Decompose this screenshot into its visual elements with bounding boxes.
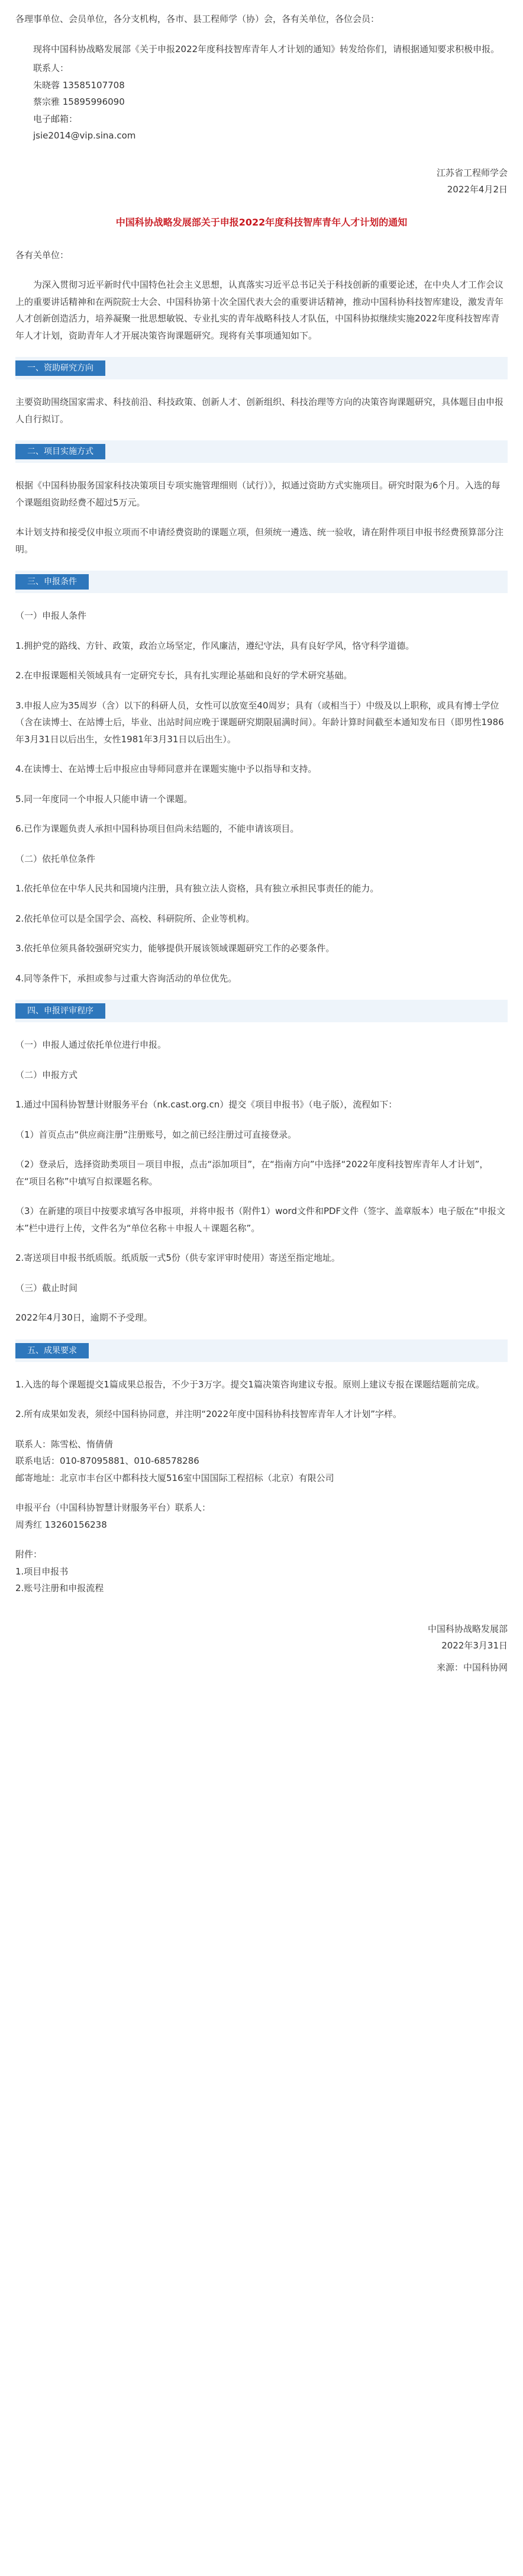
procedure-item: （3）在新建的项目中按要求填写各申报项，并将申报书（附件1）word文件和PDF文件（签字、盖章版本）电子版在“申报文本”栏中进行上传，文件名为“单位名称＋申报人＋课题名称”。 bbox=[15, 1206, 505, 1234]
section-title: 二、项目实施方式 bbox=[15, 444, 105, 459]
section-title: 五、成果要求 bbox=[15, 1343, 89, 1358]
section-title: 三、申报条件 bbox=[15, 574, 89, 590]
attachments-block bbox=[15, 1546, 508, 1597]
subsection-title: （二）申报方式 bbox=[15, 1069, 78, 1080]
deadline-text: 2022年4月30日，逾期不予受理。 bbox=[15, 1312, 153, 1324]
condition-item: 4.在读博士、在站博士后申报应由导师同意并在课题实施中予以指导和支持。 bbox=[15, 764, 317, 775]
contact-person: 朱晓蓉 13585107708 bbox=[33, 79, 125, 91]
sender-block bbox=[15, 165, 508, 198]
salutation: 各有关单位： bbox=[15, 249, 69, 260]
contact-block-2 bbox=[15, 1436, 508, 1534]
section-header-2 bbox=[15, 440, 508, 463]
section-header-1 bbox=[15, 357, 508, 379]
email-address: jsie2014@vip.sina.com bbox=[33, 130, 136, 141]
procedure-item: （1）首页点击“供应商注册”注册账号，如之前已经注册过可直接登录。 bbox=[15, 1129, 297, 1140]
contact-block bbox=[15, 60, 508, 144]
section-text: 本计划支持和接受仪申报立项而不申请经费资助的课题立项，但须统一遴选、统一验收，请在附件项目申报书经费预算部分注明。 bbox=[15, 527, 504, 555]
attachment-item[interactable]: 1.项目申报书 bbox=[15, 1566, 69, 1577]
condition-item: 6.已作为课题负责人承担中国科协项目但尚未结题的，不能申请该项目。 bbox=[15, 823, 299, 835]
result-item: 2.所有成果如发表，须经中国科协同意，并注明“2022年度中国科协科技智库青年人才计划”字样。 bbox=[15, 1409, 402, 1420]
attachments-label: 附件： bbox=[15, 1549, 43, 1560]
email-label: 电子邮箱： bbox=[33, 113, 78, 124]
section-header-3 bbox=[15, 571, 508, 593]
contact-address: 邮寄地址：北京市丰台区中都科技大厦516室中国国际工程招标（北京）有限公司 bbox=[15, 1472, 334, 1483]
sender-block-2 bbox=[15, 1621, 508, 1654]
contact-label: 联系人： bbox=[33, 63, 69, 73]
sender-org: 江苏省工程师学会 bbox=[436, 167, 508, 178]
source-text: 来源：中国科协网 bbox=[436, 1661, 508, 1673]
condition-item: 2.依托单位可以是全国学会、高校、科研院所、企业等机构。 bbox=[15, 913, 255, 924]
intro-text-2: 现将中国科协战略发展部《关于申报2022年度科技智库青年人才计划的通知》转发给你们，请根据通知要求积极申报。 bbox=[33, 43, 500, 54]
subsection-title: （二）依托单位条件 bbox=[15, 853, 96, 864]
procedure-item: 1.通过中国科协智慧计财服务平台（nk.cast.org.cn）提交《项目申报书》（电子版），流程如下： bbox=[15, 1099, 398, 1110]
section-header-5 bbox=[15, 1339, 508, 1362]
sender-org: 中国科协战略发展部 bbox=[427, 1623, 508, 1634]
result-item: 1.入选的每个课题提交1篇成果总报告，不少于3万字。提交1篇决策咨询建议专报。原则上建议专报在课题结题前完成。 bbox=[15, 1379, 485, 1390]
attachment-item[interactable]: 2.账号注册和申报流程 bbox=[15, 1583, 104, 1594]
subsection-title: （一）申报人通过依托单位进行申报。 bbox=[15, 1039, 167, 1051]
platform-contact: 周秀红 13260156238 bbox=[15, 1519, 107, 1530]
procedure-item: 2.寄送项目申报书纸质版。纸质版一式5份（供专家评审时使用）寄送至指定地址。 bbox=[15, 1252, 340, 1264]
contact-person: 蔡宗雅 15895996090 bbox=[33, 96, 125, 107]
condition-item: 1.依托单位在中华人民共和国境内注册，具有独立法人资格，具有独立承担民事责任的能力。 bbox=[15, 883, 379, 894]
subsection-title: （三）截止时间 bbox=[15, 1282, 78, 1293]
condition-item: 4.同等条件下，承担或参与过重大咨询活动的单位优先。 bbox=[15, 973, 237, 984]
section-header-4 bbox=[15, 1000, 508, 1022]
subsection-title: （一）申报人条件 bbox=[15, 610, 87, 622]
condition-item: 2.在申报课题相关领域具有一定研究专长，具有扎实理论基础和良好的学术研究基础。 bbox=[15, 670, 353, 681]
section-text: 主要资助围绕国家需求、科技前沿、科技政策、创新人才、创新组织、科技治理等方向的决策咨询课题研究，具体题目由申报人自行拟订。 bbox=[15, 397, 504, 424]
platform-label: 申报平台（中国科协智慧计财服务平台）联系人： bbox=[15, 1502, 211, 1514]
preface: 为深入贯彻习近平新时代中国特色社会主义思想，认真落实习近平总书记关于科技创新的重要论述，在中央人才工作会议上的重要讲话精神和在两院院士大会、中国科协第十次全国代表大会的重要讲话精神，推动中国科协科技智库建设，激发青年人才创新创造活力，培养凝聚一批思想敏锐、专业扎实的青年战略科技人才队伍，中国科协拟继续实施2022年度科技智库青年人才计划，资助青年人才开展决策咨询课题研究。现将有关事项通知如下。 bbox=[15, 279, 504, 341]
condition-item: 1.拥护党的路线、方针、政策，政治立场坚定，作风廉洁，遵纪守法，具有良好学风，恪守科学道德。 bbox=[15, 640, 415, 651]
condition-item: 3.申报人应为35周岁（含）以下的科研人员，女性可以放宽至40周岁；具有（或相当于）中级及以上职称，或具有博士学位（含在读博士、在站博士后，毕业、出站时间应晚于课题研究期限届满时间）。年龄计算时间截至本通知发布日（即男性1986年3月31日以后出生，女性1981年3月31日以后出生）。 bbox=[15, 700, 504, 745]
section-text: 根据《中国科协服务国家科技决策项目专项实施管理细则（试行）》，拟通过资助方式实施项目。研究时限为6个月。入选的每个课题组资助经费不超过5万元。 bbox=[15, 480, 501, 508]
contact-people: 联系人：陈雪松、惰倩倩 bbox=[15, 1438, 114, 1450]
contact-phone: 联系电话：010-87095881、010-68578286 bbox=[15, 1456, 199, 1467]
condition-item: 5.同一年度同一个申报人只能申请一个课题。 bbox=[15, 793, 193, 804]
section-title: 四、申报评审程序 bbox=[15, 1003, 105, 1019]
intro-text: 各理事单位、会员单位，各分支机构，各市、县工程师学（协）会，各有关单位，各位会员： bbox=[15, 14, 380, 24]
notice-title: 中国科协战略发展部关于申报2022年度科技智库青年人才计划的通知 bbox=[115, 216, 408, 228]
sender-date: 2022年4月2日 bbox=[447, 184, 508, 195]
sender-date: 2022年3月31日 bbox=[441, 1640, 508, 1651]
procedure-item: （2）登录后，选择资助类项目－项目申报，点击“添加项目”，在“指南方向”中选择“2022年度科技智库青年人才计划”，在“项目名称”中填写自拟课题名称。 bbox=[15, 1159, 489, 1187]
section-title: 一、资助研究方向 bbox=[15, 360, 105, 376]
condition-item: 3.依托单位须具备较强研究实力，能够提供开展该领域课题研究工作的必要条件。 bbox=[15, 943, 335, 954]
